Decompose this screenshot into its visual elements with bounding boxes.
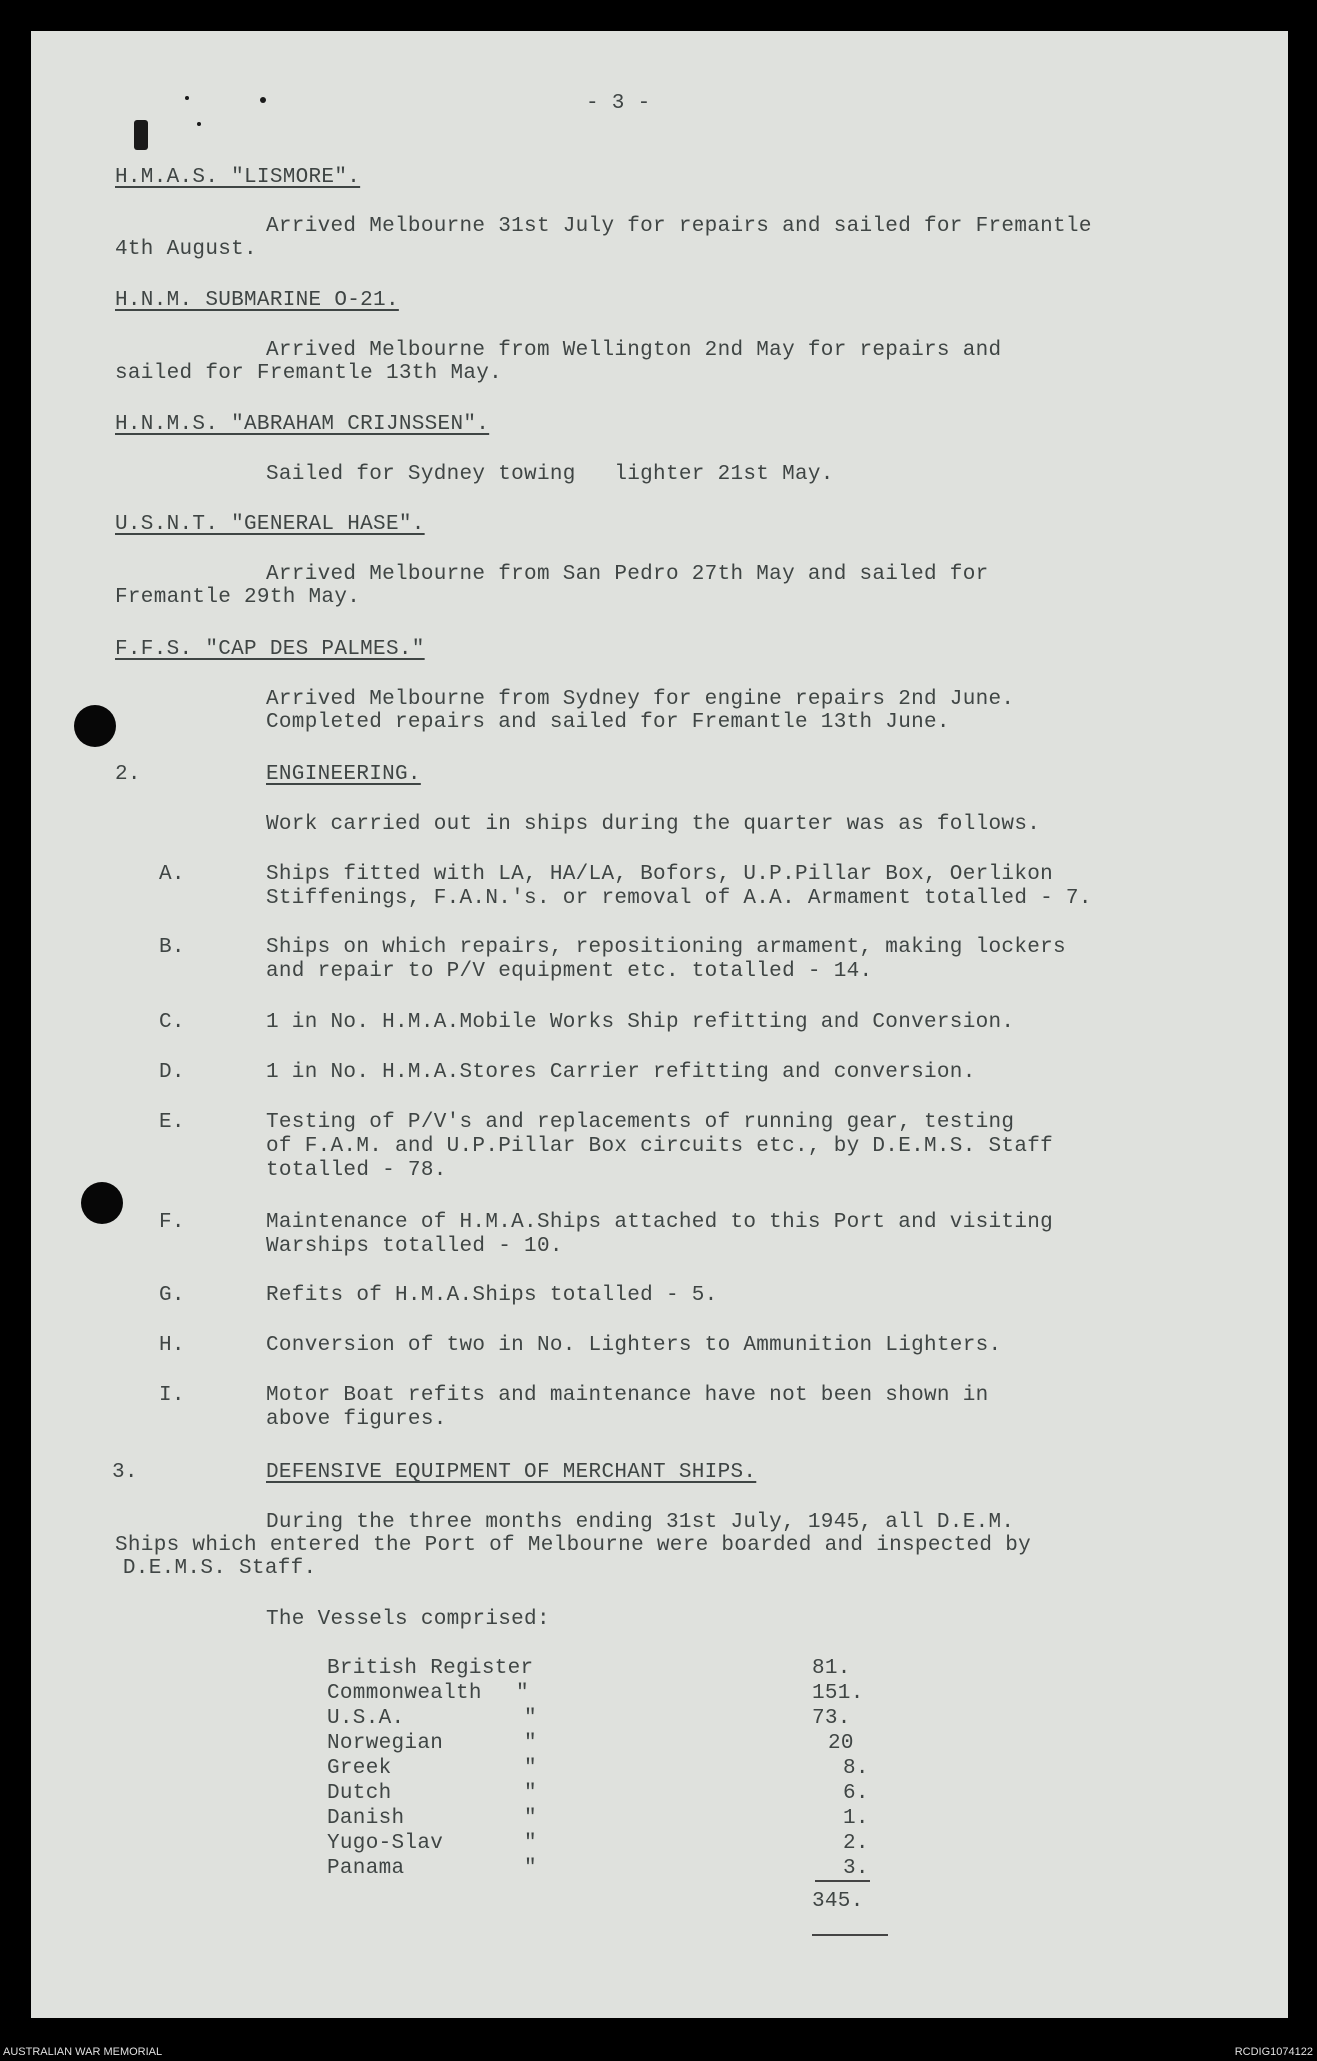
section-text-submarine-line2: sailed for Fremantle 13th May.: [115, 362, 503, 385]
engineering-item-line: Testing of P/V's and replacements of running gear, testing: [266, 1111, 1015, 1134]
engineering-item-line: totalled - 78.: [266, 1159, 447, 1182]
vessels-comprised-label: The Vessels comprised:: [266, 1608, 550, 1631]
ink-speck: [197, 122, 201, 126]
defensive-text-line1: During the three months ending 31st July, 1945, all D.E.M.: [266, 1511, 1015, 1534]
section-text-palmes-line2: Completed repairs and sailed for Fremantle 13th June.: [266, 711, 950, 734]
engineering-heading: ENGINEERING.: [266, 763, 421, 786]
footer-record-id: RCDIG1074122: [1234, 2046, 1313, 2058]
vessel-ditto: ": [516, 1682, 529, 1705]
vessel-count: 73.: [812, 1707, 851, 1730]
engineering-intro: Work carried out in ships during the quarter was as follows.: [266, 813, 1041, 836]
section-heading-hase: U.S.N.T. "GENERAL HASE".: [115, 513, 425, 536]
section-text-submarine-line1: Arrived Melbourne from Wellington 2nd May for repairs and: [266, 339, 1002, 362]
vessel-name: Danish: [327, 1807, 405, 1830]
vessel-ditto: ": [524, 1832, 537, 1855]
vessel-ditto: ": [524, 1807, 537, 1830]
vessel-count: 81.: [812, 1657, 851, 1680]
engineering-item-line: Maintenance of H.M.A.Ships attached to this Port and visiting: [266, 1211, 1054, 1234]
engineering-item-line: 1 in No. H.M.A.Stores Carrier refitting and conversion.: [266, 1061, 976, 1084]
vessel-name: Yugo-Slav: [327, 1832, 444, 1855]
engineering-item-line: Warships totalled - 10.: [266, 1235, 563, 1258]
vessel-count: 3.: [843, 1857, 869, 1880]
engineering-item-letter: A.: [159, 863, 185, 886]
vessel-total: 345.: [812, 1890, 864, 1913]
engineering-item-letter: I.: [159, 1384, 185, 1407]
engineering-item-line: Conversion of two in No. Lighters to Ammunition Lighters.: [266, 1334, 1002, 1357]
engineering-item-line: Motor Boat refits and maintenance have not been shown in: [266, 1384, 989, 1407]
vessel-count: 8.: [843, 1757, 869, 1780]
engineering-item-letter: H.: [159, 1334, 185, 1357]
engineering-item-line: Stiffenings, F.A.N.'s. or removal of A.A. Armament totalled - 7.: [266, 887, 1092, 910]
section-text-hase-line2: Fremantle 29th May.: [115, 586, 361, 609]
section-text-lismore-line2: 4th August.: [115, 238, 257, 261]
ink-blot: [134, 120, 148, 150]
vessel-count: 20: [828, 1732, 854, 1755]
vessel-ditto: ": [524, 1782, 537, 1805]
page-number: - 3 -: [586, 92, 651, 115]
engineering-item-line: Refits of H.M.A.Ships totalled - 5.: [266, 1284, 718, 1307]
vessel-ditto: ": [524, 1732, 537, 1755]
section-text-lismore-line1: Arrived Melbourne 31st July for repairs and sailed for Fremantle: [266, 215, 1092, 238]
punch-hole-bottom: [81, 1182, 123, 1224]
vessel-name: U.S.A.: [327, 1707, 405, 1730]
total-rule: [812, 1934, 888, 1936]
section-text-hase-line1: Arrived Melbourne from San Pedro 27th May and sailed for: [266, 563, 989, 586]
sum-rule: [815, 1880, 870, 1882]
section-heading-lismore: H.M.A.S. "LISMORE".: [115, 166, 361, 189]
section-text-palmes-line1: Arrived Melbourne from Sydney for engine repairs 2nd June.: [266, 688, 1015, 711]
vessel-name: Panama: [327, 1857, 405, 1880]
defensive-number: 3.: [112, 1461, 138, 1484]
engineering-item-letter: E.: [159, 1111, 185, 1134]
engineering-item-letter: B.: [159, 936, 185, 959]
engineering-item-letter: C.: [159, 1011, 185, 1034]
defensive-text-line2: Ships which entered the Port of Melbourne were boarded and inspected by: [115, 1534, 1032, 1557]
engineering-number: 2.: [115, 763, 141, 786]
ink-speck: [260, 97, 266, 103]
vessel-count: 151.: [812, 1682, 864, 1705]
vessel-ditto: ": [524, 1857, 537, 1880]
vessel-name: Commonwealth: [327, 1682, 482, 1705]
engineering-item-letter: D.: [159, 1061, 185, 1084]
engineering-item-letter: F.: [159, 1211, 185, 1234]
footer-archive-name: AUSTRALIAN WAR MEMORIAL: [3, 2046, 163, 2058]
ink-speck: [185, 96, 189, 100]
engineering-item-line: Ships on which repairs, repositioning armament, making lockers: [266, 936, 1066, 959]
section-heading-palmes: F.F.S. "CAP DES PALMES.": [115, 638, 425, 661]
vessel-ditto: ": [524, 1757, 537, 1780]
engineering-item-line: Ships fitted with LA, HA/LA, Bofors, U.P.Pillar Box, Oerlikon: [266, 863, 1054, 886]
engineering-item-line: above figures.: [266, 1408, 447, 1431]
engineering-item-line: of F.A.M. and U.P.Pillar Box circuits etc., by D.E.M.S. Staff: [266, 1135, 1054, 1158]
vessel-name: Dutch: [327, 1782, 392, 1805]
vessel-count: 1.: [843, 1807, 869, 1830]
engineering-item-letter: G.: [159, 1284, 185, 1307]
section-heading-submarine: H.N.M. SUBMARINE O-21.: [115, 289, 399, 312]
engineering-item-line: and repair to P/V equipment etc. totalled - 14.: [266, 960, 873, 983]
vessel-count: 2.: [843, 1832, 869, 1855]
defensive-text-line3: D.E.M.S. Staff.: [110, 1557, 317, 1580]
section-text-crijnssen-line1: Sailed for Sydney towing lighter 21st May.: [266, 463, 834, 486]
vessel-ditto: ": [524, 1707, 537, 1730]
punch-hole-top: [74, 705, 116, 747]
vessel-name: Greek: [327, 1757, 392, 1780]
vessel-name: Norwegian: [327, 1732, 444, 1755]
section-heading-crijnssen: H.N.M.S. "ABRAHAM CRIJNSSEN".: [115, 413, 490, 436]
vessel-name: British Register: [327, 1657, 534, 1680]
vessel-count: 6.: [843, 1782, 869, 1805]
defensive-heading: DEFENSIVE EQUIPMENT OF MERCHANT SHIPS.: [266, 1461, 757, 1484]
engineering-item-line: 1 in No. H.M.A.Mobile Works Ship refitting and Conversion.: [266, 1011, 1015, 1034]
